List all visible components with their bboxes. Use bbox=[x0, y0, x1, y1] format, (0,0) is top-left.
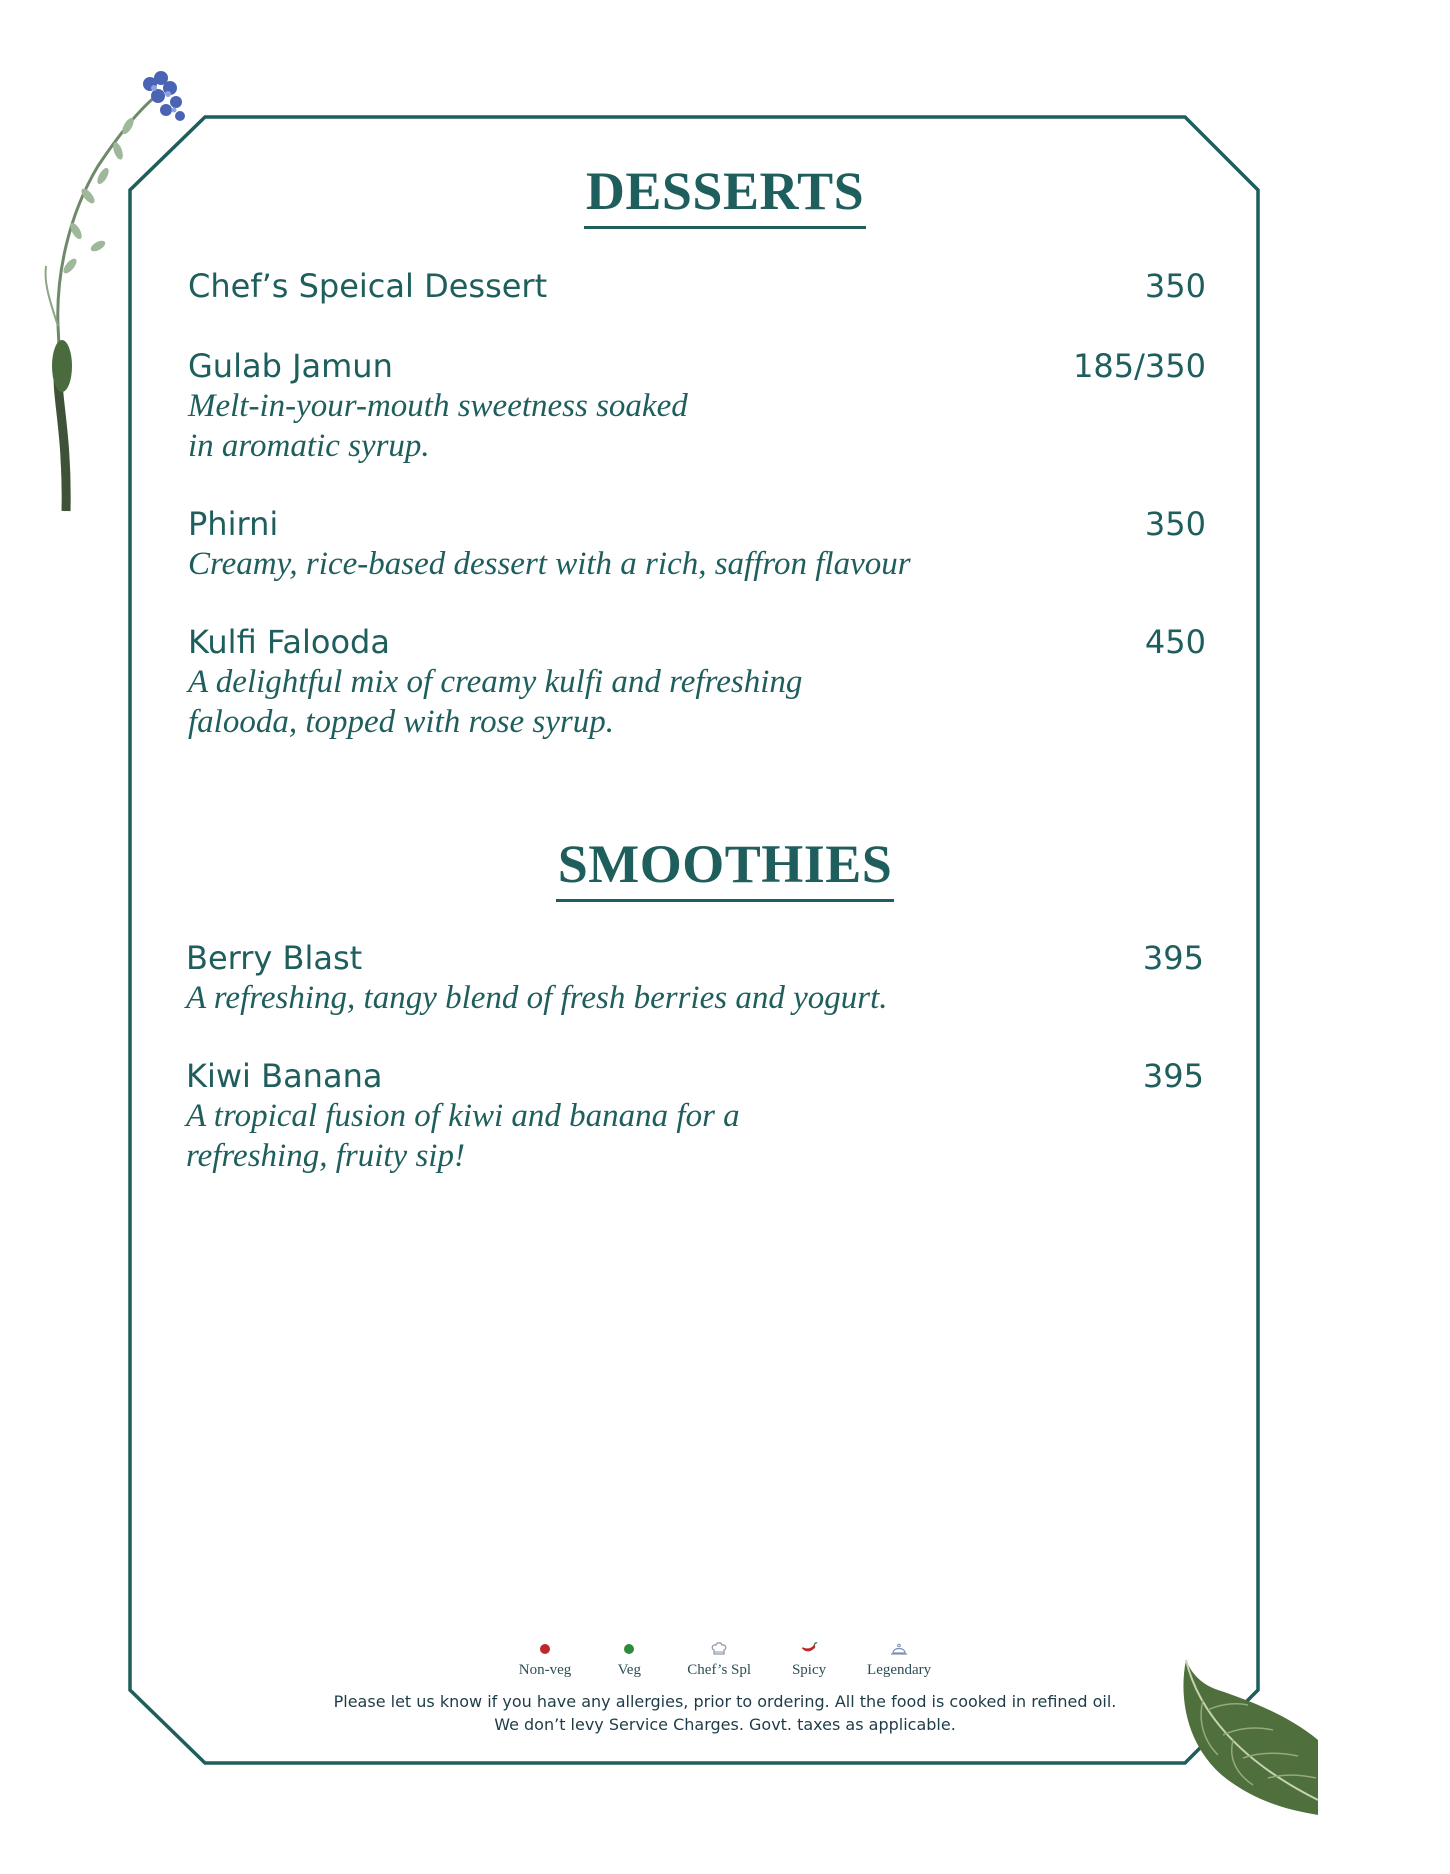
leaf-illustration bbox=[1178, 1660, 1318, 1820]
legend-item-veg bbox=[609, 1640, 649, 1679]
menu-item-kiwi-banana bbox=[186, 1056, 1204, 1176]
red-dot-icon bbox=[536, 1640, 554, 1658]
dietary-legend bbox=[0, 1640, 1450, 1679]
item-description: A delightful mix of creamy kulfi and refreshing falooda, topped with rose syrup. bbox=[188, 664, 803, 740]
legend-label: Spicy bbox=[791, 1662, 827, 1678]
item-description: Melt-in-your-mouth sweetness soaked in aromatic syrup. bbox=[188, 388, 688, 464]
item-name: Gulab Jamun bbox=[188, 347, 393, 385]
item-description: A refreshing, tangy blend of fresh berries and yogurt. bbox=[186, 980, 888, 1016]
section-title-desserts: DESSERTS bbox=[0, 160, 1450, 229]
menu-item-gulab-jamun bbox=[188, 346, 1206, 466]
item-description: Creamy, rice-based dessert with a rich, saffron flavour bbox=[188, 546, 911, 582]
legend-item-nonveg bbox=[519, 1640, 572, 1679]
menu-item-berry-blast bbox=[186, 938, 1204, 1018]
item-name: Berry Blast bbox=[186, 939, 363, 977]
item-description: A tropical fusion of kiwi and banana for a refreshing, fruity sip! bbox=[186, 1098, 740, 1174]
item-price: 350 bbox=[1144, 267, 1206, 305]
item-price: 185/350 bbox=[1073, 347, 1206, 385]
legend-item-legendary bbox=[867, 1640, 931, 1679]
legend-label: Non-veg bbox=[518, 1662, 572, 1678]
cloche-icon bbox=[890, 1640, 908, 1658]
allergy-notice: Please let us know if you have any allergies, prior to ordering. All the food is cooked in refined oil. bbox=[333, 1692, 1117, 1711]
chili-pepper-icon bbox=[800, 1640, 818, 1658]
item-price: 395 bbox=[1142, 1057, 1204, 1095]
item-price: 395 bbox=[1142, 939, 1204, 977]
chef-hat-icon bbox=[710, 1640, 728, 1658]
legend-item-spicy bbox=[789, 1640, 829, 1679]
footer-note bbox=[0, 1690, 1450, 1736]
item-name: Kulfi Falooda bbox=[188, 623, 390, 661]
item-name: Phirni bbox=[188, 505, 279, 543]
item-name: Chef’s Speical Dessert bbox=[188, 267, 548, 305]
legend-label: Legendary bbox=[867, 1662, 932, 1678]
service-charge-notice: We don’t levy Service Charges. Govt. taxes as applicable. bbox=[494, 1715, 956, 1734]
section-title-smoothies: SMOOTHIES bbox=[0, 833, 1450, 902]
flower-illustration bbox=[28, 66, 198, 516]
item-price: 350 bbox=[1144, 505, 1206, 543]
item-name: Kiwi Banana bbox=[186, 1057, 383, 1095]
item-price: 450 bbox=[1144, 623, 1206, 661]
legend-label: Veg bbox=[617, 1662, 641, 1678]
menu-item-phirni bbox=[188, 504, 1206, 584]
menu-item-chefs-special-dessert bbox=[188, 266, 1206, 306]
legend-label: Chef’s Spl bbox=[687, 1662, 752, 1678]
green-dot-icon bbox=[620, 1640, 638, 1658]
menu-item-kulfi-falooda bbox=[188, 622, 1206, 742]
legend-item-chefs-spl bbox=[687, 1640, 751, 1679]
